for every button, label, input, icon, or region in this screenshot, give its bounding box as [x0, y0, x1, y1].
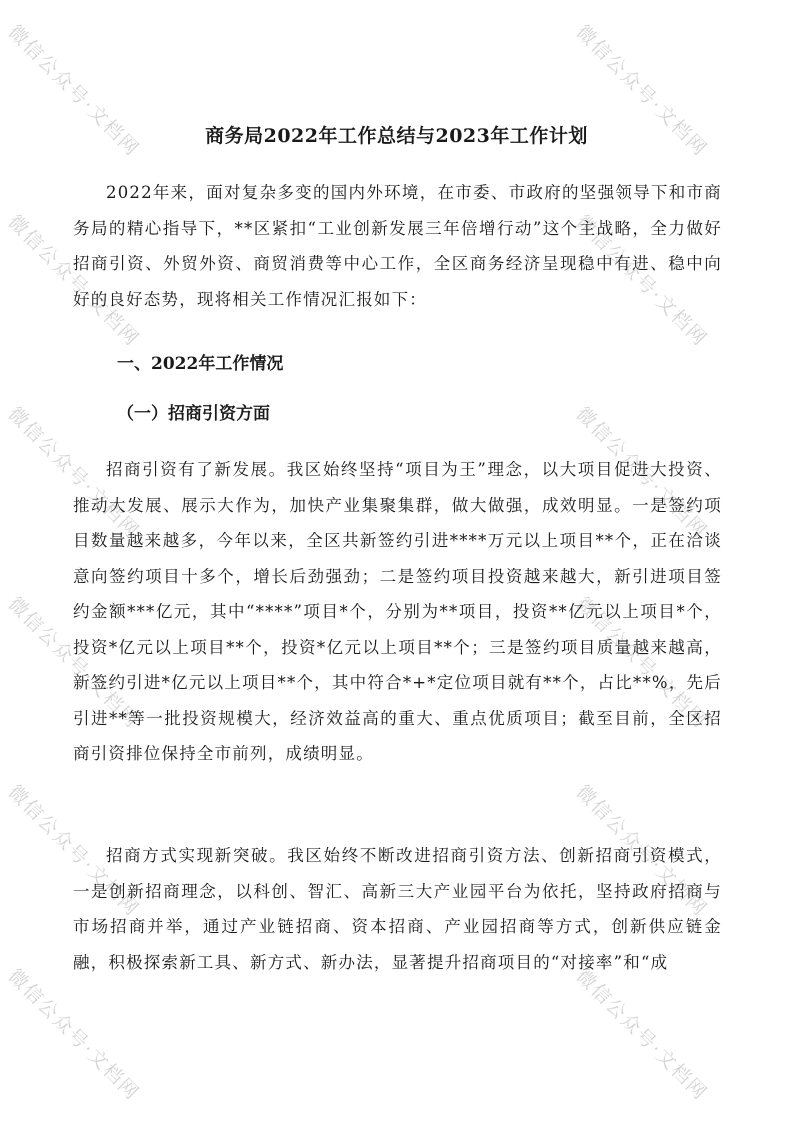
watermark: 微信公众号·文档网 — [3, 592, 144, 733]
watermark: 微信公众号·文档网 — [571, 20, 712, 161]
watermark: 微信公众号·文档网 — [3, 20, 144, 161]
watermark: 微信公众号·文档网 — [571, 780, 712, 921]
section-heading: 一、2022年工作情况 — [117, 354, 284, 374]
watermark: 微信公众号·文档网 — [571, 592, 712, 733]
watermark: 微信公众号·文档网 — [571, 964, 712, 1105]
body-paragraph: 招商引资有了新发展。我区始终坚持“项目为王”理念，以大项目促进大投资、推动大发展、展示大作为，加快产业集聚集群，做大做强，成效明显。一是签约项目数量越来越多，今年以来，全区共新签约引进****万元以上项目**个，正在洽谈意向签约项目十多个，增长后劲强劲；二是签约项目投资越来越大，新引进项目签约金额***亿元，其中“****”项目*个，分别为**项目，投资**亿元以上项目*个，投资*亿元以上项目**个，投资*亿元以上项目**个；三是签约项目质量越来越高，新签约引进*亿元以上项目**个，其中符合*+*定位项目就有**个，占比**%，先后引进**等一批投资规模大，经济效益高的重大、重点优质项目；截至目前，全区招商引资排位保持全市前列，成绩明显。 — [73, 460, 722, 763]
watermark: 微信公众号·文档网 — [571, 210, 712, 351]
watermark: 微信公众号·文档网 — [571, 402, 712, 543]
document-title: 商务局2022年工作总结与2023年工作计划 — [205, 125, 588, 147]
watermark: 微信公众号·文档网 — [3, 964, 144, 1105]
watermark: 微信公众号·文档网 — [3, 780, 144, 921]
watermark: 微信公众号·文档网 — [3, 402, 144, 543]
watermark: 微信公众号·文档网 — [3, 210, 144, 351]
body-paragraph: 招商方式实现新突破。我区始终不断改进招商引资方法、创新招商引资模式，一是创新招商理念，以科创、智汇、高新三大产业园平台为依托，坚持政府招商与市场招商并举，通过产业链招商、资本招商、产业园招商等方式，创新供应链金融，积极探索新工具、新方式、新办法，显著提升招商项目的“对接率”和“成 — [73, 846, 722, 972]
intro-paragraph: 2022年来，面对复杂多变的国内外环境，在市委、市政府的坚强领导下和市商务局的精心指导下，**区紧扣“工业创新发展三年倍增行动”这个主战略，全力做好招商引资、外贸外资、商贸消费等中心工作，全区商务经济呈现稳中有进、稳中向好的良好态势，现将相关工作情况汇报如下： — [73, 183, 722, 309]
subsection-heading: （一）招商引资方面 — [117, 404, 270, 424]
